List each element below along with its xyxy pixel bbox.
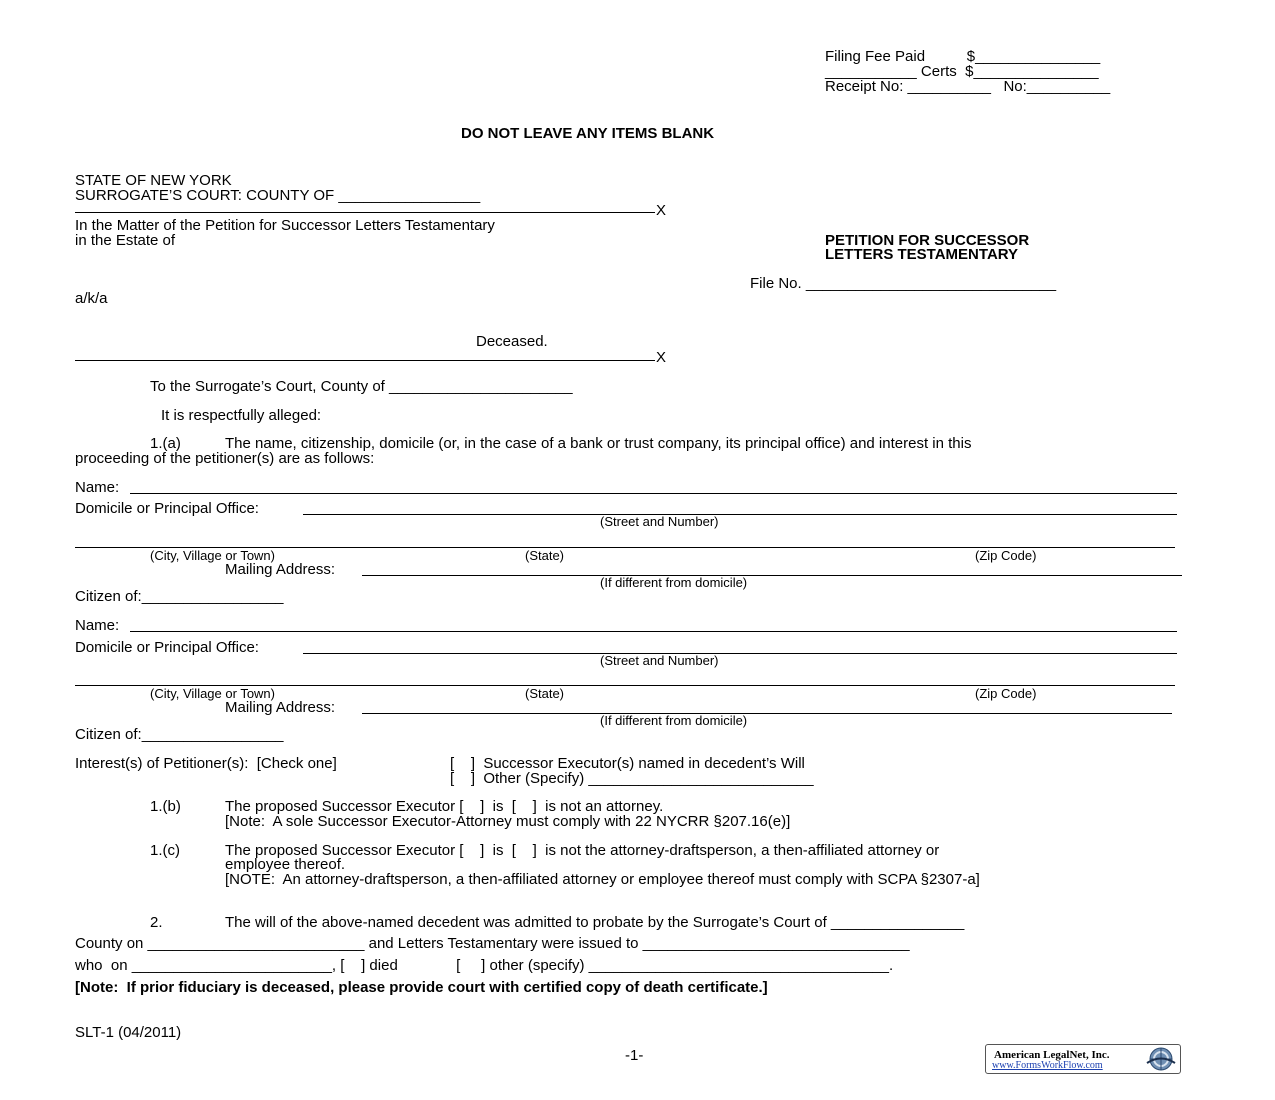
state-heading: STATE OF NEW YORK (75, 172, 232, 189)
death-certificate-note: [Note: If prior fiduciary is deceased, please provide court with certified copy of death certificate.] (75, 979, 768, 996)
petitioner-2-street-field[interactable] (303, 653, 1177, 654)
petitioner-1-state-caption: (State) (525, 548, 565, 563)
petitioner-2-city-caption: (City, Village or Town) (150, 686, 275, 701)
item-1b-number: 1.(b) (150, 798, 181, 815)
petitioner-2-mailing-label: Mailing Address: (225, 699, 336, 716)
petitioner-2-name-label: Name: (75, 617, 120, 634)
caption-x-bottom: X (656, 349, 667, 366)
logo-url-link[interactable]: www.FormsWorkFlow.com (992, 1060, 1103, 1071)
petitioner-1-citizen-line[interactable]: Citizen of:_________________ (75, 588, 284, 605)
globe-icon (1144, 1046, 1178, 1072)
petitioner-1-mailing-label: Mailing Address: (225, 561, 336, 578)
petition-title-line2: LETTERS TESTAMENTARY (825, 246, 1019, 263)
petitioner-1-street-field[interactable] (303, 514, 1177, 515)
page-number: -1- (625, 1047, 644, 1064)
item-1a-number: 1.(a) (150, 435, 181, 452)
petitioner-1-name-field[interactable] (130, 493, 1177, 494)
petitioner-2-name-field[interactable] (130, 631, 1177, 632)
petition-title-line1: PETITION FOR SUCCESSOR (825, 232, 1030, 249)
petitioner-1-name-label: Name: (75, 479, 120, 496)
petitioner-2-mailing-field[interactable] (362, 713, 1172, 714)
item-2-number: 2. (150, 914, 163, 931)
aka-line: a/k/a (75, 290, 108, 307)
interest-option-successor-executor[interactable]: [ ] Successor Executor(s) named in decedent’s Will (450, 755, 805, 772)
petitioner-1-zip-caption: (Zip Code) (975, 548, 1037, 563)
to-surrogate-court[interactable]: To the Surrogate’s Court, County of ______________________ (150, 378, 573, 395)
interest-option-other[interactable]: [ ] Other (Specify) ___________________________ (450, 770, 814, 787)
blank-warning: DO NOT LEAVE ANY ITEMS BLANK (461, 125, 715, 142)
petitioner-1-mailing-field[interactable] (362, 575, 1182, 576)
respectfully-alleged: It is respectfully alleged: (161, 407, 322, 424)
matter-line: In the Matter of the Petition for Successor Letters Testamentary (75, 217, 495, 234)
petitioner-1-street-caption: (Street and Number) (600, 514, 719, 529)
caption-bottom-rule (75, 360, 655, 361)
item-1c-text-cont: employee thereof. (225, 856, 346, 873)
caption-x-top: X (656, 202, 667, 219)
certs-line[interactable]: ___________ Certs $_______________ (825, 63, 1099, 80)
petitioner-1-mailing-caption: (If different from domicile) (600, 575, 748, 590)
item-1c-number: 1.(c) (150, 842, 180, 859)
petitioner-2-zip-caption: (Zip Code) (975, 686, 1037, 701)
estate-line: in the Estate of (75, 232, 176, 249)
item-1a-text-cont: proceeding of the petitioner(s) are as follows: (75, 450, 375, 467)
petitioner-1-city-caption: (City, Village or Town) (150, 548, 275, 563)
item-1b-attorney-check[interactable]: The proposed Successor Executor [ ] is [ ] is not an attorney. (225, 798, 664, 815)
interest-label: Interest(s) of Petitioner(s): [Check one] (75, 755, 337, 772)
item-1b-note: [Note: A sole Successor Executor-Attorney must comply with 22 NYCRR §207.16(e)] (225, 813, 791, 830)
file-number-line[interactable]: File No. ______________________________ (750, 275, 1057, 292)
filing-fee-line[interactable]: Filing Fee Paid $_______________ (825, 48, 1101, 65)
form-id: SLT-1 (04/2011) (75, 1024, 182, 1041)
petitioner-2-citizen-line[interactable]: Citizen of:_________________ (75, 726, 284, 743)
petitioner-2-street-caption: (Street and Number) (600, 653, 719, 668)
american-legalnet-logo[interactable] (985, 1044, 1181, 1074)
petitioner-2-state-caption: (State) (525, 686, 565, 701)
item-2-status-line[interactable]: who on ________________________, [ ] died [ ] other (specify) ____________________________________. (75, 957, 894, 974)
item-2-letters-line[interactable]: County on __________________________ and Letters Testamentary were issued to ________________________________ (75, 935, 910, 952)
petitioner-2-domicile-label: Domicile or Principal Office: (75, 639, 259, 656)
petitioner-1-domicile-label: Domicile or Principal Office: (75, 500, 259, 517)
caption-top-rule (75, 212, 655, 213)
court-county-line[interactable]: SURROGATE’S COURT: COUNTY OF _________________ (75, 187, 481, 204)
item-2-probate-line[interactable]: The will of the above-named decedent was admitted to probate by the Surrogate’s Court of ________________ (225, 914, 965, 931)
petitioner-2-mailing-caption: (If different from domicile) (600, 713, 748, 728)
logo-company-name: American LegalNet, Inc. (994, 1049, 1110, 1061)
item-1c-note: [NOTE: An attorney-draftsperson, a then-affiliated attorney or employee thereof must comply with SCPA §2307-a] (225, 871, 980, 888)
deceased-label: Deceased. (476, 333, 548, 350)
item-1a-text: The name, citizenship, domicile (or, in the case of a bank or trust company, its principal office) and interest in this (225, 435, 972, 452)
item-1c-draftsperson-check[interactable]: The proposed Successor Executor [ ] is [ ] is not the attorney-draftsperson, a then-affiliated attorney or (225, 842, 940, 859)
receipt-line[interactable]: Receipt No: __________ No:__________ (825, 78, 1111, 95)
